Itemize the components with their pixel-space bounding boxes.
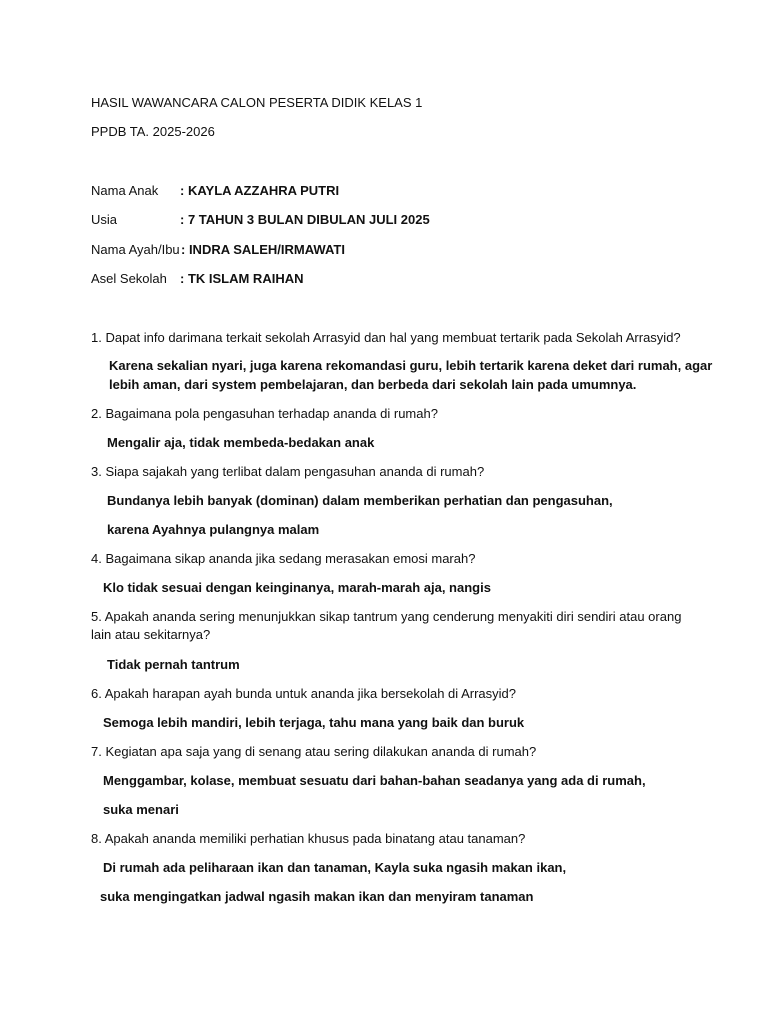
question-8: 8. Apakah ananda memiliki perhatian khusus pada binatang atau tanaman? xyxy=(91,831,526,846)
school-label: Asel Sekolah xyxy=(91,271,167,286)
answer-3-line-1: Bundanya lebih banyak (dominan) dalam memberikan perhatian dan pengasuhan, xyxy=(107,493,613,508)
document-title: HASIL WAWANCARA CALON PESERTA DIDIK KELAS 1 xyxy=(91,95,423,110)
name-label: Nama Anak xyxy=(91,183,159,198)
answer-3-line-2: karena Ayahnya pulangnya malam xyxy=(107,522,320,537)
question-1: 1. Dapat info darimana terkait sekolah Arrasyid dan hal yang membuat tertarik pada Sekolah Arrasyid? xyxy=(91,330,681,345)
question-5-line-2: lain atau sekitarnya? xyxy=(91,627,211,642)
answer-1-line-1: Karena sekalian nyari, juga karena rekomandasi guru, lebih tertarik karena deket dari rumah, agar xyxy=(109,358,713,373)
question-5-line-1: 5. Apakah ananda sering menunjukkan sikap tantrum yang cenderung menyakiti diri sendiri atau orang xyxy=(91,609,682,624)
age-value: : 7 TAHUN 3 BULAN DIBULAN JULI 2025 xyxy=(180,212,430,227)
age-label: Usia xyxy=(91,212,118,227)
question-7: 7. Kegiatan apa saja yang di senang atau sering dilakukan ananda di rumah? xyxy=(91,744,537,759)
question-4: 4. Bagaimana sikap ananda jika sedang merasakan emosi marah? xyxy=(91,551,476,566)
answer-1-line-2: lebih aman, dari system pembelajaran, dan berbeda dari sekolah lain pada umumnya. xyxy=(109,377,637,392)
parents-label: Nama Ayah/Ibu xyxy=(91,242,180,257)
answer-8-line-1: Di rumah ada peliharaan ikan dan tanaman, Kayla suka ngasih makan ikan, xyxy=(103,860,567,875)
question-2: 2. Bagaimana pola pengasuhan terhadap ananda di rumah? xyxy=(91,406,438,421)
answer-6: Semoga lebih mandiri, lebih terjaga, tahu mana yang baik dan buruk xyxy=(103,715,525,730)
answer-5: Tidak pernah tantrum xyxy=(107,657,240,672)
name-value: : KAYLA AZZAHRA PUTRI xyxy=(180,183,340,198)
answer-7-line-2: suka menari xyxy=(103,802,179,817)
answer-7-line-1: Menggambar, kolase, membuat sesuatu dari bahan-bahan seadanya yang ada di rumah, xyxy=(103,773,646,788)
answer-2: Mengalir aja, tidak membeda-bedakan anak xyxy=(107,435,375,450)
document-subtitle: PPDB TA. 2025-2026 xyxy=(91,124,215,139)
school-value: : TK ISLAM RAIHAN xyxy=(180,271,304,286)
answer-8-line-2: suka mengingatkan jadwal ngasih makan ikan dan menyiram tanaman xyxy=(100,889,534,904)
parents-value: : INDRA SALEH/IRMAWATI xyxy=(181,242,345,257)
answer-4: Klo tidak sesuai dengan keinginanya, marah-marah aja, nangis xyxy=(103,580,491,595)
question-3: 3. Siapa sajakah yang terlibat dalam pengasuhan ananda di rumah? xyxy=(91,464,485,479)
question-6: 6. Apakah harapan ayah bunda untuk ananda jika bersekolah di Arrasyid? xyxy=(91,686,516,701)
